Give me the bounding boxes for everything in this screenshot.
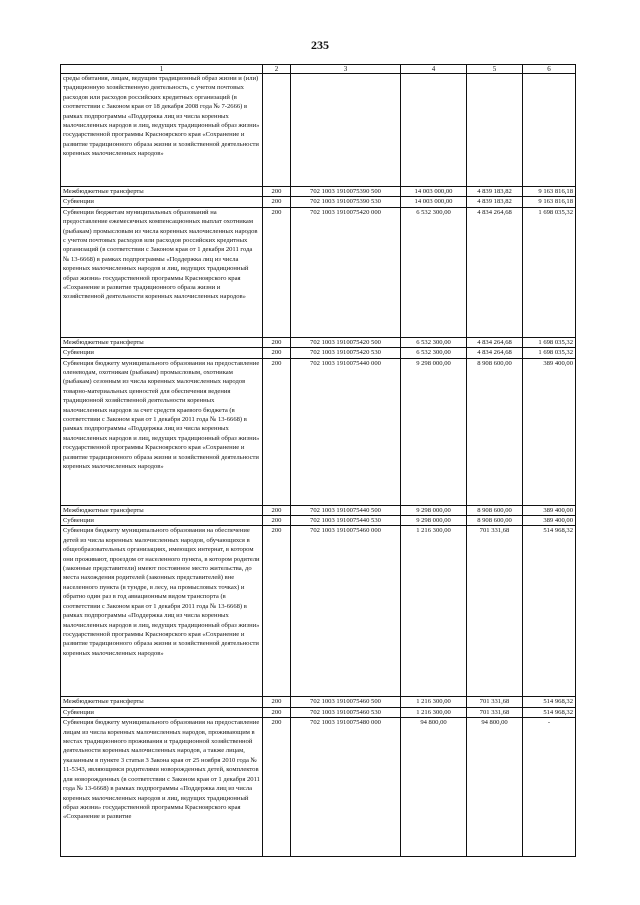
cell-amount-approved: 9 298 000,00 <box>401 505 467 515</box>
row-description: Субвенции бюджетам муниципальных образований на предоставление ежемесячных компенсационных выплат охотникам (рыбакам) промысловым из числа коренных малочисленных народов с учетом почтовых расходов или расходов российских кредитных организаций (в соответствии с Законом края от 1 декабря 2011 года № 13-6668) в рамках подпрограммы «Поддержка лиц из числа коренных малочисленных народов и лиц, ведущих традиционный образ жизни» государственной программы Красноярского края «Сохранение и развитие традиционного образа жизни и хозяйственной деятельности коренных малочисленных народов» <box>61 207 263 337</box>
table-row <box>61 337 576 347</box>
cell-classification-code: 702 1003 1910075480 000 <box>291 718 401 857</box>
table-row <box>61 526 576 697</box>
table-row <box>61 697 576 707</box>
cell-amount-approved: 9 298 000,00 <box>401 516 467 526</box>
table-row <box>61 197 576 207</box>
cell-amount-executed: 4 834 264,68 <box>467 207 523 337</box>
row-description: Субвенция бюджету муниципального образования на предоставление оленеводам, охотникам (рыбакам) промысловым, охотникам (рыбакам) сезонным из числа коренных малочисленных народов товарно-материальных ценностей для обеспечения ведения традиционной хозяйственной деятельности коренных малочисленных народов за счет средств краевого бюджета (в соответствии с Законом края от 1 декабря 2011 года № 13-6668) в рамках подпрограммы «Поддержка лиц из числа коренных малочисленных народов и лиц, ведущих традиционный образ жизни» государственной программы Красноярского края «Сохранение и развитие традиционного образа жизни и хозяйственной деятельности коренных малочисленных народов» <box>61 358 263 505</box>
cell-classification-code: 702 1003 1910075440 000 <box>291 358 401 505</box>
table-row <box>61 516 576 526</box>
cell-code-2: 200 <box>263 526 291 697</box>
cell-amount-remaining: 389 400,00 <box>523 505 576 515</box>
table-row <box>61 718 576 857</box>
cell-amount-approved <box>401 74 467 187</box>
cell-amount-approved: 1 216 300,00 <box>401 526 467 697</box>
cell-amount-approved: 94 800,00 <box>401 718 467 857</box>
cell-classification-code: 702 1003 1910075460 000 <box>291 526 401 697</box>
cell-amount-approved: 1 216 300,00 <box>401 697 467 707</box>
cell-amount-approved: 14 003 000,00 <box>401 197 467 207</box>
cell-code-2: 200 <box>263 187 291 197</box>
cell-amount-remaining: 514 968,32 <box>523 697 576 707</box>
cell-amount-remaining: - <box>523 718 576 857</box>
row-description: Субвенции <box>61 707 263 717</box>
cell-amount-remaining: 514 968,32 <box>523 526 576 697</box>
cell-amount-remaining <box>523 74 576 187</box>
cell-amount-approved: 6 532 300,00 <box>401 348 467 358</box>
page-number: 235 <box>311 38 329 52</box>
table-row <box>61 187 576 197</box>
table-row <box>61 707 576 717</box>
table-row <box>61 207 576 337</box>
cell-classification-code <box>291 74 401 187</box>
cell-amount-remaining: 9 163 816,18 <box>523 197 576 207</box>
cell-classification-code: 702 1003 1910075440 500 <box>291 505 401 515</box>
cell-amount-remaining: 9 163 816,18 <box>523 187 576 197</box>
cell-classification-code: 702 1003 1910075420 530 <box>291 348 401 358</box>
cell-amount-executed: 701 331,68 <box>467 697 523 707</box>
cell-code-2: 200 <box>263 337 291 347</box>
cell-amount-approved: 9 298 000,00 <box>401 358 467 505</box>
row-description: Субвенция бюджету муниципального образования на предоставление лицам из числа коренных малочисленных народов, проживающим в местах традиционного проживания и традиционной хозяйственной деятельности коренных малочисленных народов, а также лицам, указанным в пункте 3 статьи 3 Закона края от 25 ноября 2010 года № 11-5343, являющимся родителями новорожденных детей, комплектов для новорожденных (в соответствии с Законом края от 1 декабря 2011 года № 13-6668) в рамках подпрограммы «Поддержка лиц из числа коренных малочисленных народов и лиц, ведущих традиционный образ жизни» государственной программы Красноярского края «Сохранение и развитие <box>61 718 263 857</box>
cell-code-2: 200 <box>263 358 291 505</box>
cell-classification-code: 702 1003 1910075460 500 <box>291 697 401 707</box>
budget-table <box>60 64 576 857</box>
cell-amount-executed: 94 800,00 <box>467 718 523 857</box>
row-description: Субвенция бюджету муниципального образования на обеспечение детей из числа коренных малочисленных народов, обучающихся в общеобразовательных организациях, имеющих интернат, в котором они проживают, проездом от населенного пункта, в котором родители (законные представители) имеют постоянное место жительства, до места нахождения родителей (законных представителей) вне населенного пункта (в тундре, в лесу, на промысловых точках) и обратно один раз в год авиационным видом транспорта (в соответствии с Законом края от 1 декабря 2011 года № 13-6668) в рамках подпрограммы «Поддержка лиц из числа коренных малочисленных народов и лиц, ведущих традиционный образ жизни» государственной программы Красноярского края «Сохранение и развитие традиционного образа жизни и хозяйственной деятельности коренных малочисленных народов» <box>61 526 263 697</box>
column-header: 3 <box>291 65 401 74</box>
cell-code-2: 200 <box>263 207 291 337</box>
cell-amount-approved: 6 532 300,00 <box>401 337 467 347</box>
table-row <box>61 358 576 505</box>
cell-classification-code: 702 1003 1910075420 500 <box>291 337 401 347</box>
cell-classification-code: 702 1003 1910075460 530 <box>291 707 401 717</box>
cell-amount-executed: 8 908 600,00 <box>467 516 523 526</box>
table-row <box>61 74 576 187</box>
cell-amount-executed: 4 839 183,82 <box>467 187 523 197</box>
column-header: 1 <box>61 65 263 74</box>
cell-code-2: 200 <box>263 197 291 207</box>
cell-classification-code: 702 1003 1910075420 000 <box>291 207 401 337</box>
cell-amount-executed: 701 331,68 <box>467 526 523 697</box>
column-header: 4 <box>401 65 467 74</box>
cell-code-2: 200 <box>263 505 291 515</box>
cell-classification-code: 702 1003 1910075390 530 <box>291 197 401 207</box>
table-row <box>61 505 576 515</box>
cell-code-2: 200 <box>263 718 291 857</box>
cell-amount-approved: 14 003 000,00 <box>401 187 467 197</box>
cell-amount-executed: 4 834 264,68 <box>467 348 523 358</box>
cell-amount-remaining: 389 400,00 <box>523 358 576 505</box>
cell-amount-executed: 8 908 600,00 <box>467 505 523 515</box>
cell-amount-approved: 1 216 300,00 <box>401 707 467 717</box>
row-description: Межбюджетные трансферты <box>61 697 263 707</box>
cell-code-2: 200 <box>263 697 291 707</box>
cell-amount-executed <box>467 74 523 187</box>
cell-amount-approved: 6 532 300,00 <box>401 207 467 337</box>
cell-amount-remaining: 389 400,00 <box>523 516 576 526</box>
column-header: 6 <box>523 65 576 74</box>
row-description: среды обитания, лицам, ведущим традиционный образ жизни и (или) традиционную хозяйственную деятельность, с учетом почтовых расходов или расходов российских кредитных организаций (в соответствии с Законом края от 18 декабря 2008 года № 7-2666) в рамках подпрограммы «Поддержка лиц из числа коренных малочисленных народов и лиц, ведущих традиционный образ жизни» государственной программы Красноярского края «Сохранение и развитие традиционного образа жизни и хозяйственной деятельности коренных малочисленных народов» <box>61 74 263 187</box>
row-description: Субвенции <box>61 348 263 358</box>
column-header: 2 <box>263 65 291 74</box>
cell-amount-executed: 8 908 600,00 <box>467 358 523 505</box>
cell-classification-code: 702 1003 1910075440 530 <box>291 516 401 526</box>
cell-amount-executed: 4 839 183,82 <box>467 197 523 207</box>
cell-amount-remaining: 1 698 035,32 <box>523 207 576 337</box>
cell-amount-executed: 701 331,68 <box>467 707 523 717</box>
row-description: Межбюджетные трансферты <box>61 337 263 347</box>
cell-amount-executed: 4 834 264,68 <box>467 337 523 347</box>
row-description: Межбюджетные трансферты <box>61 187 263 197</box>
row-description: Субвенции <box>61 516 263 526</box>
header-row <box>61 65 576 74</box>
row-description: Межбюджетные трансферты <box>61 505 263 515</box>
cell-code-2: 200 <box>263 348 291 358</box>
cell-classification-code: 702 1003 1910075390 500 <box>291 187 401 197</box>
cell-amount-remaining: 514 968,32 <box>523 707 576 717</box>
cell-code-2: 200 <box>263 516 291 526</box>
cell-amount-remaining: 1 698 035,32 <box>523 348 576 358</box>
column-header: 5 <box>467 65 523 74</box>
cell-code-2: 200 <box>263 707 291 717</box>
table-row <box>61 348 576 358</box>
cell-amount-remaining: 1 698 035,32 <box>523 337 576 347</box>
cell-code-2 <box>263 74 291 187</box>
row-description: Субвенции <box>61 197 263 207</box>
